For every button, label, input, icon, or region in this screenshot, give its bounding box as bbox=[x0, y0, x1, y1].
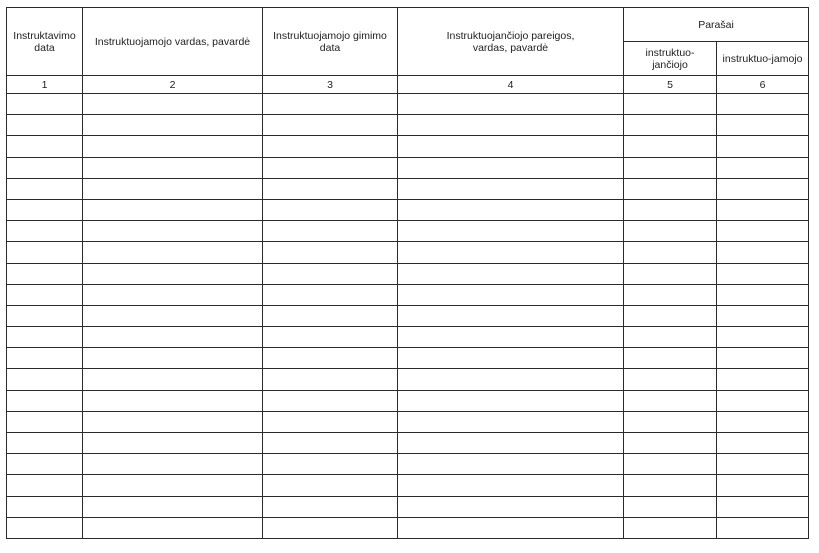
header-signatures-group: Parašai bbox=[624, 8, 809, 42]
instructor-signature-cell[interactable] bbox=[624, 263, 717, 284]
trainee-signature-cell[interactable] bbox=[717, 348, 809, 369]
trainee-birth-date-cell[interactable] bbox=[263, 221, 398, 242]
header-trainee-signature: instruktuo-jamojo bbox=[717, 42, 809, 76]
instructor-signature-cell[interactable] bbox=[624, 136, 717, 157]
header-instructor-signature: instruktuo-jančiojo bbox=[624, 42, 717, 76]
table-row bbox=[7, 411, 809, 432]
trainee-birth-date-cell[interactable] bbox=[263, 433, 398, 454]
column-number: 6 bbox=[717, 76, 809, 94]
instructor-signature-cell[interactable] bbox=[624, 454, 717, 475]
instructor-position-name-cell[interactable] bbox=[398, 263, 624, 284]
trainee-birth-date-cell[interactable] bbox=[263, 475, 398, 496]
trainee-birth-date-cell[interactable] bbox=[263, 199, 398, 220]
instructor-signature-cell[interactable] bbox=[624, 115, 717, 136]
trainee-birth-date-cell[interactable] bbox=[263, 263, 398, 284]
table-row bbox=[7, 115, 809, 136]
instruction-date-cell[interactable] bbox=[7, 475, 83, 496]
instructor-position-name-cell[interactable] bbox=[398, 94, 624, 115]
instructor-position-name-cell[interactable] bbox=[398, 242, 624, 263]
instructor-signature-cell[interactable] bbox=[624, 305, 717, 326]
trainee-name-cell[interactable] bbox=[83, 369, 263, 390]
instructor-signature-cell[interactable] bbox=[624, 242, 717, 263]
trainee-birth-date-cell[interactable] bbox=[263, 327, 398, 348]
instructor-position-name-cell[interactable] bbox=[398, 136, 624, 157]
header-instruction-date: Instruktavimo data bbox=[7, 8, 83, 76]
trainee-birth-date-cell[interactable] bbox=[263, 178, 398, 199]
trainee-name-cell[interactable] bbox=[83, 348, 263, 369]
table-row bbox=[7, 199, 809, 220]
trainee-name-cell[interactable] bbox=[83, 327, 263, 348]
trainee-signature-cell[interactable] bbox=[717, 517, 809, 538]
trainee-name-cell[interactable] bbox=[83, 94, 263, 115]
instruction-date-cell[interactable] bbox=[7, 327, 83, 348]
table-row bbox=[7, 178, 809, 199]
trainee-birth-date-cell[interactable] bbox=[263, 284, 398, 305]
header-trainee-birth-date: Instruktuojamojo gimimo data bbox=[263, 8, 398, 76]
instruction-date-cell[interactable] bbox=[7, 454, 83, 475]
instructor-position-name-cell[interactable] bbox=[398, 221, 624, 242]
table-row bbox=[7, 369, 809, 390]
trainee-signature-cell[interactable] bbox=[717, 369, 809, 390]
trainee-signature-cell[interactable] bbox=[717, 242, 809, 263]
trainee-name-cell[interactable] bbox=[83, 496, 263, 517]
trainee-signature-cell[interactable] bbox=[717, 221, 809, 242]
table-row bbox=[7, 496, 809, 517]
table-row bbox=[7, 263, 809, 284]
trainee-birth-date-cell[interactable] bbox=[263, 157, 398, 178]
instructor-position-name-cell[interactable] bbox=[398, 411, 624, 432]
instructor-signature-cell[interactable] bbox=[624, 369, 717, 390]
trainee-birth-date-cell[interactable] bbox=[263, 411, 398, 432]
instruction-date-cell[interactable] bbox=[7, 178, 83, 199]
trainee-signature-cell[interactable] bbox=[717, 454, 809, 475]
column-number: 5 bbox=[624, 76, 717, 94]
trainee-signature-cell[interactable] bbox=[717, 305, 809, 326]
instruction-date-cell[interactable] bbox=[7, 199, 83, 220]
trainee-signature-cell[interactable] bbox=[717, 94, 809, 115]
instruction-date-cell[interactable] bbox=[7, 369, 83, 390]
header-instructor-position-name: Instruktuojančiojo pareigos, vardas, pavardė bbox=[398, 8, 624, 76]
instructor-position-name-cell[interactable] bbox=[398, 390, 624, 411]
trainee-name-cell[interactable] bbox=[83, 411, 263, 432]
trainee-name-cell[interactable] bbox=[83, 305, 263, 326]
trainee-name-cell[interactable] bbox=[83, 242, 263, 263]
instructor-position-name-cell[interactable] bbox=[398, 284, 624, 305]
instructor-position-name-cell[interactable] bbox=[398, 454, 624, 475]
column-number: 3 bbox=[263, 76, 398, 94]
trainee-signature-cell[interactable] bbox=[717, 263, 809, 284]
trainee-name-cell[interactable] bbox=[83, 263, 263, 284]
instructor-position-name-cell[interactable] bbox=[398, 475, 624, 496]
trainee-name-cell[interactable] bbox=[83, 157, 263, 178]
trainee-name-cell[interactable] bbox=[83, 199, 263, 220]
instructor-position-name-cell[interactable] bbox=[398, 348, 624, 369]
instructor-signature-cell[interactable] bbox=[624, 517, 717, 538]
instructor-signature-cell[interactable] bbox=[624, 284, 717, 305]
table-row bbox=[7, 433, 809, 454]
instructor-signature-cell[interactable] bbox=[624, 348, 717, 369]
instruction-date-cell[interactable] bbox=[7, 305, 83, 326]
trainee-signature-cell[interactable] bbox=[717, 157, 809, 178]
instructor-position-name-cell[interactable] bbox=[398, 157, 624, 178]
instructor-signature-cell[interactable] bbox=[624, 390, 717, 411]
trainee-signature-cell[interactable] bbox=[717, 411, 809, 432]
trainee-name-cell[interactable] bbox=[83, 115, 263, 136]
instruction-date-cell[interactable] bbox=[7, 411, 83, 432]
header-trainee-name: Instruktuojamojo vardas, pavardė bbox=[83, 8, 263, 76]
instructor-signature-cell[interactable] bbox=[624, 411, 717, 432]
trainee-signature-cell[interactable] bbox=[717, 390, 809, 411]
table-row bbox=[7, 242, 809, 263]
instructor-position-name-cell[interactable] bbox=[398, 517, 624, 538]
instruction-date-cell[interactable] bbox=[7, 517, 83, 538]
instruction-date-cell[interactable] bbox=[7, 94, 83, 115]
table-row bbox=[7, 327, 809, 348]
table-row bbox=[7, 475, 809, 496]
trainee-signature-cell[interactable] bbox=[717, 433, 809, 454]
instructor-signature-cell[interactable] bbox=[624, 94, 717, 115]
trainee-name-cell[interactable] bbox=[83, 284, 263, 305]
table-row bbox=[7, 454, 809, 475]
trainee-name-cell[interactable] bbox=[83, 433, 263, 454]
instruction-date-cell[interactable] bbox=[7, 115, 83, 136]
instructor-signature-cell[interactable] bbox=[624, 496, 717, 517]
instructor-position-name-cell[interactable] bbox=[398, 199, 624, 220]
trainee-birth-date-cell[interactable] bbox=[263, 115, 398, 136]
header-row bbox=[7, 8, 809, 42]
trainee-signature-cell[interactable] bbox=[717, 496, 809, 517]
instructor-position-name-cell[interactable] bbox=[398, 305, 624, 326]
instructor-position-name-cell[interactable] bbox=[398, 433, 624, 454]
instruction-date-cell[interactable] bbox=[7, 242, 83, 263]
instruction-date-cell[interactable] bbox=[7, 348, 83, 369]
trainee-birth-date-cell[interactable] bbox=[263, 496, 398, 517]
column-number: 2 bbox=[83, 76, 263, 94]
column-number: 4 bbox=[398, 76, 624, 94]
table-row bbox=[7, 221, 809, 242]
trainee-signature-cell[interactable] bbox=[717, 475, 809, 496]
trainee-name-cell[interactable] bbox=[83, 136, 263, 157]
trainee-name-cell[interactable] bbox=[83, 221, 263, 242]
table-row bbox=[7, 517, 809, 538]
trainee-birth-date-cell[interactable] bbox=[263, 348, 398, 369]
instructor-position-name-cell[interactable] bbox=[398, 369, 624, 390]
table-body bbox=[7, 94, 809, 539]
table-row bbox=[7, 136, 809, 157]
trainee-birth-date-cell[interactable] bbox=[263, 242, 398, 263]
instruction-date-cell[interactable] bbox=[7, 390, 83, 411]
instruction-date-cell[interactable] bbox=[7, 433, 83, 454]
instruction-date-cell[interactable] bbox=[7, 496, 83, 517]
trainee-birth-date-cell[interactable] bbox=[263, 454, 398, 475]
instruction-date-cell[interactable] bbox=[7, 221, 83, 242]
instruction-date-cell[interactable] bbox=[7, 284, 83, 305]
instructor-signature-cell[interactable] bbox=[624, 433, 717, 454]
instructor-position-name-cell[interactable] bbox=[398, 496, 624, 517]
instruction-log-table bbox=[6, 7, 809, 539]
table-row bbox=[7, 94, 809, 115]
instructor-signature-cell[interactable] bbox=[624, 157, 717, 178]
instructor-signature-cell[interactable] bbox=[624, 199, 717, 220]
trainee-name-cell[interactable] bbox=[83, 454, 263, 475]
instruction-date-cell[interactable] bbox=[7, 263, 83, 284]
trainee-birth-date-cell[interactable] bbox=[263, 136, 398, 157]
trainee-birth-date-cell[interactable] bbox=[263, 369, 398, 390]
instructor-signature-cell[interactable] bbox=[624, 475, 717, 496]
instructor-signature-cell[interactable] bbox=[624, 327, 717, 348]
trainee-name-cell[interactable] bbox=[83, 517, 263, 538]
trainee-birth-date-cell[interactable] bbox=[263, 305, 398, 326]
trainee-name-cell[interactable] bbox=[83, 390, 263, 411]
table-row bbox=[7, 305, 809, 326]
column-number: 1 bbox=[7, 76, 83, 94]
trainee-signature-cell[interactable] bbox=[717, 178, 809, 199]
table-row bbox=[7, 157, 809, 178]
trainee-birth-date-cell[interactable] bbox=[263, 517, 398, 538]
table-row bbox=[7, 284, 809, 305]
instructor-signature-cell[interactable] bbox=[624, 221, 717, 242]
instruction-date-cell[interactable] bbox=[7, 157, 83, 178]
instruction-date-cell[interactable] bbox=[7, 136, 83, 157]
trainee-signature-cell[interactable] bbox=[717, 136, 809, 157]
table-row bbox=[7, 390, 809, 411]
trainee-name-cell[interactable] bbox=[83, 475, 263, 496]
trainee-birth-date-cell[interactable] bbox=[263, 94, 398, 115]
instructor-position-name-cell[interactable] bbox=[398, 178, 624, 199]
trainee-signature-cell[interactable] bbox=[717, 284, 809, 305]
instructor-position-name-cell[interactable] bbox=[398, 115, 624, 136]
trainee-signature-cell[interactable] bbox=[717, 199, 809, 220]
table-row bbox=[7, 348, 809, 369]
instructor-signature-cell[interactable] bbox=[624, 178, 717, 199]
instructor-position-name-cell[interactable] bbox=[398, 327, 624, 348]
trainee-birth-date-cell[interactable] bbox=[263, 390, 398, 411]
column-number-row bbox=[7, 76, 809, 94]
trainee-name-cell[interactable] bbox=[83, 178, 263, 199]
trainee-signature-cell[interactable] bbox=[717, 327, 809, 348]
trainee-signature-cell[interactable] bbox=[717, 115, 809, 136]
